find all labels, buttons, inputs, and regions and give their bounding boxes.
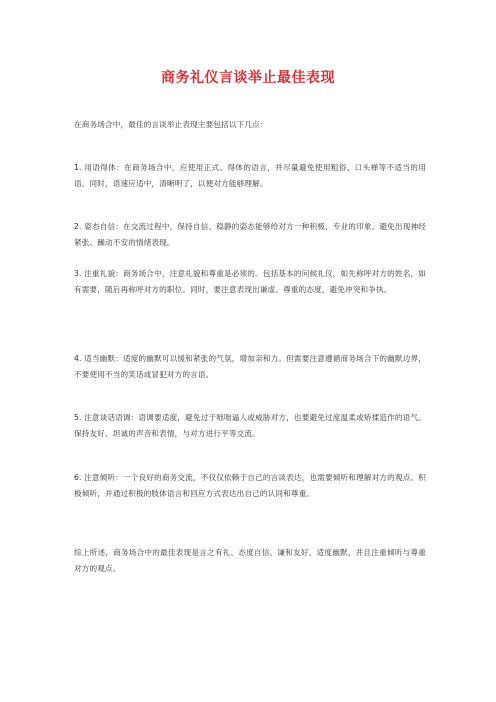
point-paragraph-4: 4. 适当幽默：适度的幽默可以缓和紧张的气氛，增加亲和力。但需要注意遵循商务场合下的幽默边界，不要使用不当的笑话或冒犯对方的言语。: [74, 354, 426, 380]
point-paragraph-3: 3. 注重礼貌：商务场合中，注意礼貌和尊重是必须的。包括基本的问候礼仪，如先称呼对方的姓名，如有需要，随后再称呼对方的职位。同时，要注意表现出谦虚、尊重的态度，避免冲突和争执。: [74, 269, 426, 295]
intro-paragraph: 在商务场合中，最佳的言谈举止表现主要包括以下几点：: [74, 120, 268, 129]
point-paragraph-2: 2. 姿态自信：在交流过程中，保持自信、稳静的姿态能够给对方一种积极、专业的印象。避免出现神经紧张、躁动不安的情绪表现。: [74, 222, 426, 248]
point-paragraph-1: 1. 用语得体：在商务场合中，应使用正式、得体的语言，并尽量避免使用粗俗、口头禅等不适当的用语。同时，语速应适中，清晰明了，以便对方能够理解。: [74, 163, 426, 189]
point-paragraph-6: 6. 注意倾听：一个良好的商务交流，不仅仅依赖于自己的言谈表达，也需要倾听和理解对方的观点。积极倾听，并通过积极的肢体语言和回应方式表达出自己的认同和尊重。: [74, 473, 426, 499]
point-paragraph-5: 5. 注意谈话语调：语调要适度，避免过于咄咄逼人或威胁对方，也要避免过度温柔或矫揉造作的语气。保持友好、坦诚的声音和表情，与对方进行平等交流。: [74, 413, 426, 439]
document-title: 商务礼仪言谈举止最佳表现: [161, 70, 335, 86]
summary-paragraph: 综上所述，商务场合中的最佳表现是言之有礼、态度自信、谦和友好、适度幽默，并且注重倾听与尊重对方的观点。: [74, 548, 426, 574]
